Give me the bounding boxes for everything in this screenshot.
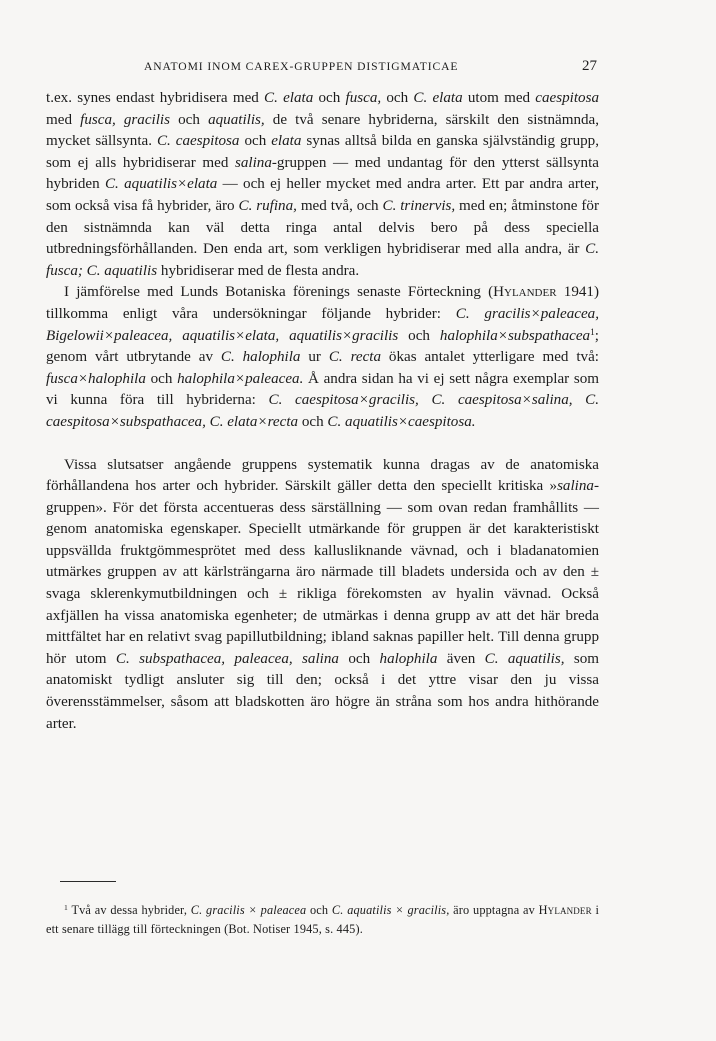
italic-span: C. caespitosa×gracilis, C. caespitosa×salina, C. caespitosa×subspathacea, C. elata×recta xyxy=(46,392,600,430)
text-span: äro upptagna av xyxy=(449,903,539,918)
italic-span: salina xyxy=(234,154,272,171)
running-title: ANATOMI INOM CAREX-GRUPPEN DISTIGMATICAE xyxy=(144,60,459,73)
italic-span: C. aquatilis × gracilis, xyxy=(331,903,450,918)
page-number: 27 xyxy=(582,58,597,74)
paragraph xyxy=(46,282,599,433)
italic-span: halophila×subspathacea xyxy=(439,327,591,344)
text-span: -gruppen». För det första accentueras dess särställning — som ovan redan framhållits — genom anatomiska egenskaper. Speciellt utmärkande för gruppen är det karakteristiskt uppsvällda fruktgömmesprötet med dess kallusliknande vävnad, och i bladanatomien utmärkes gruppen av att kärlsträngarna äro närmade till bladets undersida och av den ± svaga sklerenkymutbildningen och ± rikliga förekomsten av hyalin vävnad. Också axfjällen ha vissa anatomiska egenheter; de utmärkas i denna grupp av att det här breda mittfältet har en relativt svag papillutbildning; ibland saknas papiller helt. Till denna grupp hör utom xyxy=(46,478,599,667)
text-span: Vissa slutsatser angående gruppens systematik kunna dragas av de anatomiska förhållandena hos arter och hybrider. Särskilt gäller detta den speciellt kritiska » xyxy=(46,456,599,495)
italic-span: C. aquatilis×caespitosa. xyxy=(327,413,476,430)
text-span: och xyxy=(145,370,178,387)
italic-span: C. trinervis, xyxy=(382,197,456,214)
running-header xyxy=(46,58,599,78)
italic-span: C. caespitosa xyxy=(156,133,240,150)
text-span: ökas antalet ytterligare med två: xyxy=(381,349,599,366)
italic-span: C. recta xyxy=(328,349,382,366)
text-span: I jämförelse med Lunds Botaniska förenings senaste Förteckning ( xyxy=(64,284,494,301)
italic-span: C. elata xyxy=(264,90,314,106)
italic-span: C. gracilis × paleacea xyxy=(190,903,307,918)
italic-span: fusca, gracilis xyxy=(80,111,171,128)
text-span: som anatomiskt tydligt ansluter sig till den; också i det yttre visar den ju vissa överensstämmelser, såsom att bladskotten äro högre än stråna som hos andra hithörande arter. xyxy=(46,650,600,732)
paragraph xyxy=(46,455,599,736)
paragraph xyxy=(46,88,599,282)
footnote xyxy=(46,901,599,938)
italic-span: C. aquatilis, xyxy=(484,650,565,667)
text-span: och xyxy=(306,903,332,918)
text-span: och xyxy=(298,413,328,430)
italic-span: fusca×halophila xyxy=(46,370,146,387)
text-span: och xyxy=(170,111,209,128)
italic-span: C. fusca; xyxy=(46,241,599,279)
text-span: — och ej heller mycket med andra arter. Ett par andra arter, som också visa få hybrider, äro xyxy=(46,176,599,214)
author-name: Hylander xyxy=(538,903,592,918)
body-text xyxy=(46,88,599,735)
text-span: och xyxy=(239,133,272,150)
italic-span: halophila xyxy=(379,650,438,667)
text-span: t.ex. synes endast hybridisera med xyxy=(46,90,265,106)
footnote-rule xyxy=(60,881,116,882)
italic-span: fusca, xyxy=(345,90,382,106)
text-span: och xyxy=(313,90,346,106)
text-span: ur xyxy=(300,349,329,366)
text-span: synas alltså bilda en ganska självständig grupp, som ej alls hybridiserar med xyxy=(46,133,599,171)
text-span: i ett senare tillägg till förteckningen (Bot. Notiser 1945, s. 445). xyxy=(46,903,600,936)
text-span: utom med xyxy=(462,90,536,106)
text-span: och xyxy=(338,650,380,667)
author-name: Hylander xyxy=(493,284,557,301)
text-span: -gruppen — med undantag för den ytterst sällsynta hybriden xyxy=(46,154,599,193)
text-span: med två, och xyxy=(296,197,383,214)
italic-span: C. rufina, xyxy=(238,197,297,214)
footnote-marker: 1 xyxy=(64,903,68,913)
italic-span: C. aquatilis xyxy=(86,262,158,279)
text-span: Två av dessa hybrider, xyxy=(67,903,191,918)
italic-span: C. aquatilis×elata xyxy=(104,176,218,193)
italic-span: elata xyxy=(271,133,302,150)
italic-span: caespitosa xyxy=(535,90,600,106)
italic-span: C. gracilis×paleacea, Bigelowii×paleacea, aquatilis×elata, aquatilis×gracilis xyxy=(46,305,599,344)
text-span: de två senare hybriderna, särskilt den sistnämnda, mycket sällsynta. xyxy=(46,111,600,150)
italic-span: aquatilis, xyxy=(208,111,265,128)
italic-span: C. halophila xyxy=(220,349,301,366)
italic-span: C. elata xyxy=(413,90,463,106)
text-span: även xyxy=(437,650,485,667)
italic-span: C. subspathacea, paleacea, salina xyxy=(115,650,339,667)
text-span: med en; åtminstone för den sistnämnda kan väl detta ringa antal delvis bero på dess speciella utbredningsförhållanden. Den enda art, som verkligen hybridiserar med alla andra, är xyxy=(46,197,599,258)
italic-span: halophila×paleacea. xyxy=(177,370,304,387)
text-span: med xyxy=(46,111,81,128)
footnote-marker: 1 xyxy=(590,327,595,338)
text-span: 1941) tillkomma enligt våra undersökningar följande hybrider: xyxy=(46,284,599,322)
text-span: och xyxy=(398,327,440,344)
italic-span: salina xyxy=(557,478,594,495)
text-span: och xyxy=(381,90,414,106)
text-span: hybridiserar med de flesta andra. xyxy=(157,262,360,279)
text-span: ; genom vårt utbrytande av xyxy=(46,327,599,366)
text-span: Å andra sidan ha vi ej sett några exemplar som vi kunna föra till hybriderna: xyxy=(46,370,600,409)
